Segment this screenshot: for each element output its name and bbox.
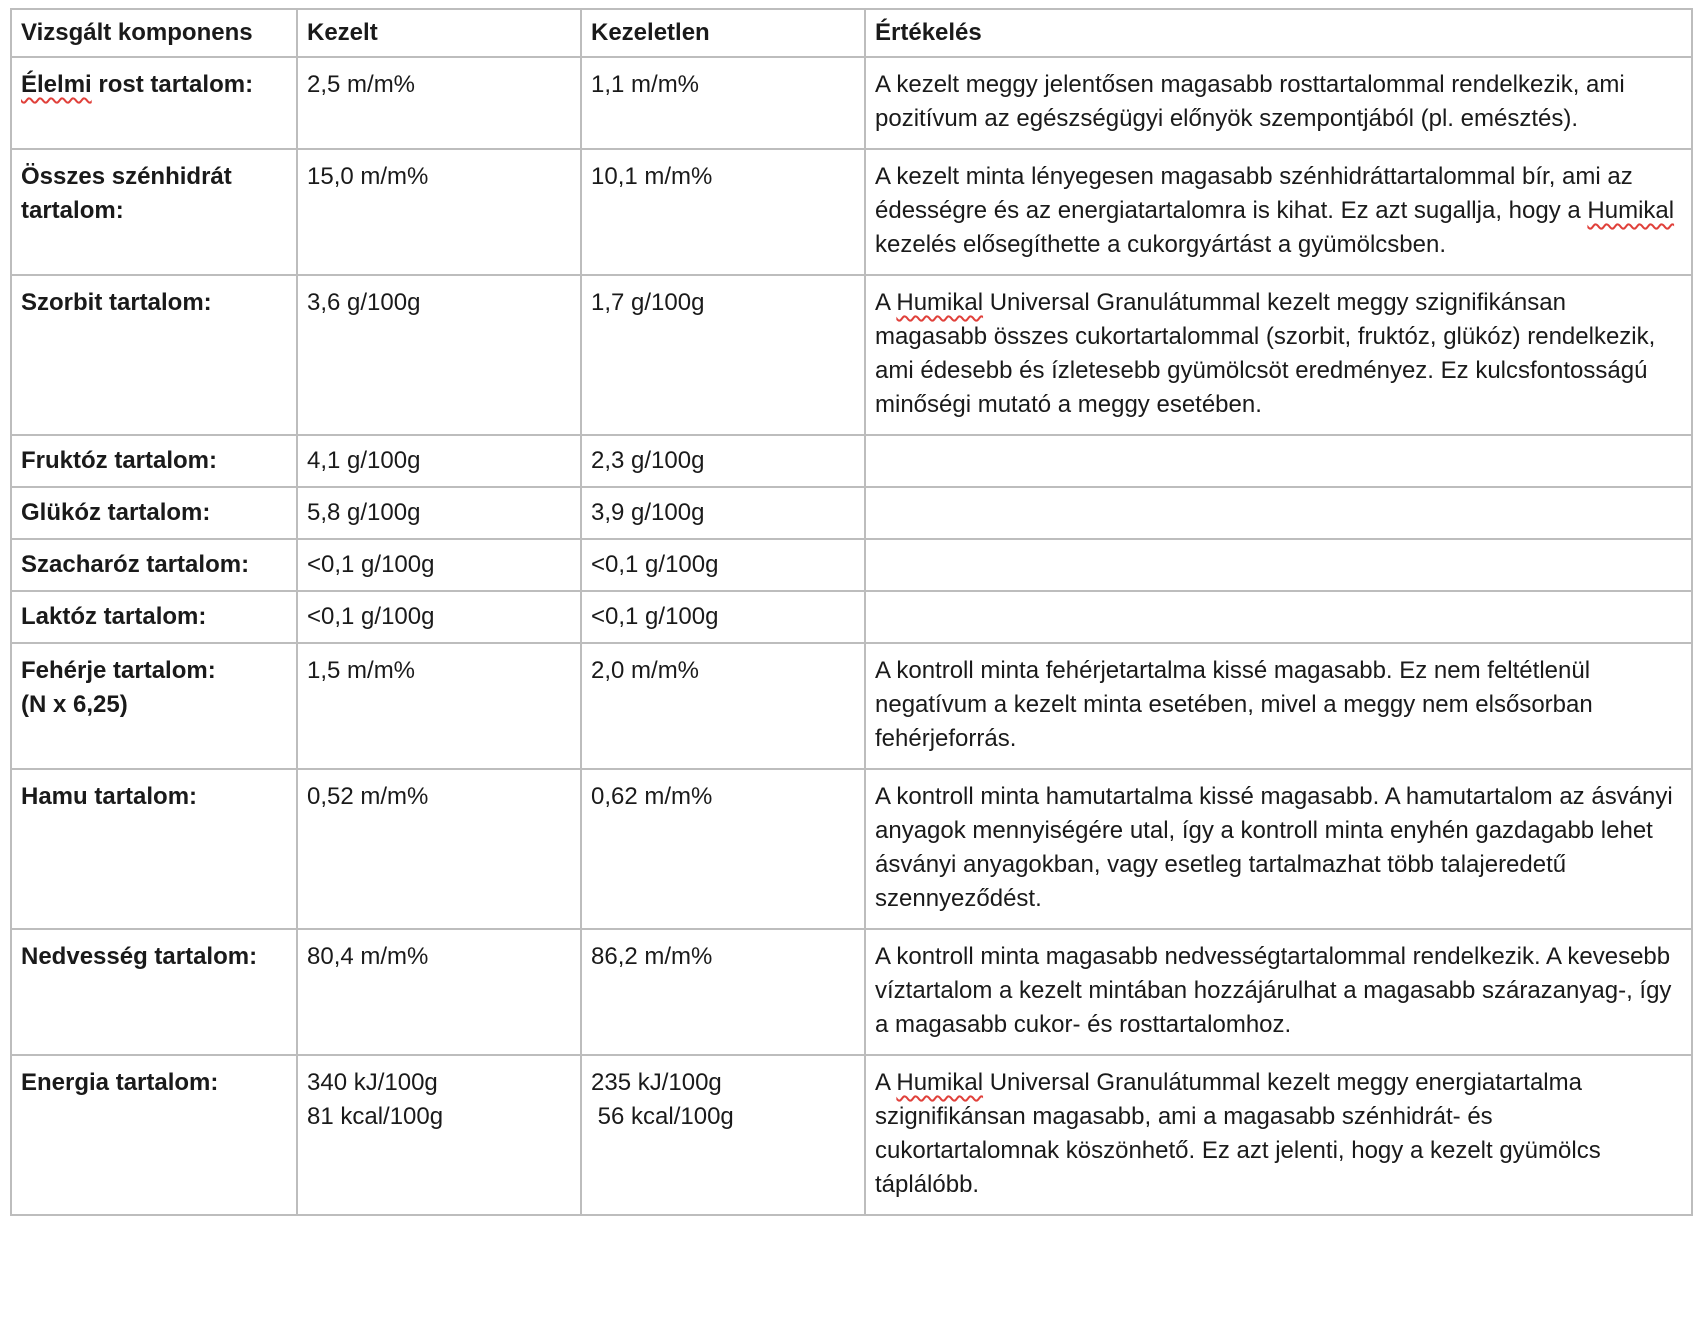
treated-value: 15,0 m/m%: [307, 163, 429, 190]
treated-value: <0,1 g/100g: [307, 603, 435, 630]
evaluation-text: A kontroll minta fehérjetartalma kissé magasabb. Ez nem feltétlenül negatívum a kezelt minta esetében, mivel a meggy nem elsősorban fehérjeforrás.: [875, 657, 1593, 752]
untreated-cell: [581, 539, 865, 591]
treated-cell: [297, 769, 581, 929]
untreated-cell: [581, 435, 865, 487]
component-text: Hamu tartalom:: [21, 783, 198, 810]
evaluation-cell: [865, 1055, 1692, 1215]
untreated-cell: [581, 591, 865, 643]
table-row: [11, 643, 1692, 769]
component-cell: [11, 275, 297, 435]
component-text: rost tartalom:: [91, 71, 254, 98]
header-row: [11, 9, 1692, 57]
evaluation-cell: [865, 275, 1692, 435]
component-text: Energia tartalom:: [21, 1069, 219, 1096]
header-component: Vizsgált komponens: [11, 9, 297, 57]
untreated-value: 1,1 m/m%: [591, 71, 700, 98]
component-text: Glükóz tartalom:: [21, 499, 211, 526]
table-row: [11, 275, 1692, 435]
untreated-value: 56 kcal/100g: [591, 1103, 734, 1130]
table-row: [11, 539, 1692, 591]
untreated-cell: [581, 643, 865, 769]
untreated-cell: [581, 929, 865, 1055]
component-cell: [11, 769, 297, 929]
evaluation-text: A kontroll minta magasabb nedvességtartalommal rendelkezik. A kevesebb víztartalom a kezelt mintában hozzájárulhat a magasabb szárazanyag-, így a magasabb cukor- és rosttartalomhoz.: [875, 943, 1672, 1038]
evaluation-cell: [865, 149, 1692, 275]
header-untreated: Kezeletlen: [581, 9, 865, 57]
untreated-cell: [581, 149, 865, 275]
component-cell: [11, 149, 297, 275]
treated-cell: [297, 643, 581, 769]
component-cell: [11, 643, 297, 769]
evaluation-text: Humikal: [1587, 197, 1675, 224]
untreated-value: 2,3 g/100g: [591, 447, 705, 474]
untreated-value: 235 kJ/100g: [591, 1069, 722, 1096]
component-cell: [11, 487, 297, 539]
evaluation-text: A kontroll minta hamutartalma kissé magasabb. A hamutartalom az ásványi anyagok mennyiségére utal, így a kontroll minta enyhén gazdagabb lehet ásványi anyagokban, vagy esetleg tartalmazhat több talajeredetű szennyeződést.: [875, 783, 1673, 912]
treated-value: 340 kJ/100g: [307, 1069, 438, 1096]
untreated-cell: [581, 769, 865, 929]
evaluation-text: A kezelt minta lényegesen magasabb szénhidráttartalommal bír, ami az édességre és az energiatartalomra is kihat. Ez azt sugallja, hogy a: [875, 163, 1633, 224]
table-row: [11, 929, 1692, 1055]
treated-value: 80,4 m/m%: [307, 943, 429, 970]
table-row: [11, 57, 1692, 149]
component-text: Fehérje tartalom:: [21, 657, 216, 684]
table-row: [11, 487, 1692, 539]
treated-value: 3,6 g/100g: [307, 289, 421, 316]
treated-cell: [297, 591, 581, 643]
untreated-cell: [581, 57, 865, 149]
evaluation-cell: [865, 435, 1692, 487]
treated-cell: [297, 539, 581, 591]
untreated-cell: [581, 1055, 865, 1215]
untreated-value: 3,9 g/100g: [591, 499, 705, 526]
evaluation-text: Universal Granulátummal kezelt meggy szignifikánsan magasabb összes cukortartalommal (szorbit, fruktóz, glükóz) rendelkezik, ami édesebb és ízletesebb gyümölcsöt eredményez. Ez kulcsfontosságú minőségi mutató a meggy esetében.: [875, 289, 1656, 418]
component-cell: [11, 1055, 297, 1215]
table-row: [11, 435, 1692, 487]
component-cell: [11, 539, 297, 591]
evaluation-text: kezelés elősegíthette a cukorgyártást a gyümölcsben.: [875, 231, 1446, 258]
evaluation-text: A: [875, 289, 897, 316]
component-text: Szacharóz tartalom:: [21, 551, 250, 578]
treated-value: <0,1 g/100g: [307, 551, 435, 578]
header-evaluation: Értékelés: [865, 9, 1692, 57]
evaluation-text: A: [875, 1069, 897, 1096]
treated-cell: [297, 57, 581, 149]
component-text: Fruktóz tartalom:: [21, 447, 218, 474]
header-treated: Kezelt: [297, 9, 581, 57]
evaluation-cell: [865, 643, 1692, 769]
evaluation-text: Universal Granulátummal kezelt meggy energiatartalma szignifikánsan magasabb, ami a magasabb szénhidrát- és cukortartalomnak köszönhető. Ez azt jelenti, hogy a kezelt gyümölcs táplálóbb.: [875, 1069, 1601, 1198]
component-text: Élelmi: [21, 71, 92, 98]
component-text: Összes szénhidrát tartalom:: [21, 163, 232, 224]
untreated-value: 1,7 g/100g: [591, 289, 705, 316]
component-cell: [11, 57, 297, 149]
component-cell: [11, 591, 297, 643]
treated-value: 81 kcal/100g: [307, 1103, 444, 1130]
nutrition-comparison-table: [10, 8, 1693, 1216]
evaluation-text: A kezelt meggy jelentősen magasabb rosttartalommal rendelkezik, ami pozitívum az egészségügyi előnyök szempontjából (pl. emésztés).: [875, 71, 1625, 132]
evaluation-cell: [865, 929, 1692, 1055]
component-cell: [11, 435, 297, 487]
treated-cell: [297, 487, 581, 539]
evaluation-cell: [865, 539, 1692, 591]
component-cell: [11, 929, 297, 1055]
evaluation-cell: [865, 57, 1692, 149]
table-row: [11, 591, 1692, 643]
component-text: Nedvesség tartalom:: [21, 943, 258, 970]
evaluation-cell: [865, 487, 1692, 539]
table-row: [11, 149, 1692, 275]
treated-value: 2,5 m/m%: [307, 71, 416, 98]
evaluation-text: Humikal: [896, 289, 984, 316]
evaluation-cell: [865, 769, 1692, 929]
untreated-cell: [581, 275, 865, 435]
untreated-value: 86,2 m/m%: [591, 943, 713, 970]
treated-cell: [297, 275, 581, 435]
table-row: [11, 769, 1692, 929]
evaluation-cell: [865, 591, 1692, 643]
component-subtext: (N x 6,25): [21, 691, 128, 718]
treated-value: 5,8 g/100g: [307, 499, 421, 526]
treated-cell: [297, 435, 581, 487]
treated-cell: [297, 149, 581, 275]
treated-value: 1,5 m/m%: [307, 657, 416, 684]
untreated-value: 0,62 m/m%: [591, 783, 713, 810]
untreated-value: <0,1 g/100g: [591, 603, 719, 630]
untreated-cell: [581, 487, 865, 539]
evaluation-text: Humikal: [896, 1069, 984, 1096]
treated-value: 0,52 m/m%: [307, 783, 429, 810]
untreated-value: <0,1 g/100g: [591, 551, 719, 578]
treated-value: 4,1 g/100g: [307, 447, 421, 474]
untreated-value: 10,1 m/m%: [591, 163, 713, 190]
treated-cell: [297, 929, 581, 1055]
component-text: Szorbit tartalom:: [21, 289, 212, 316]
treated-cell: [297, 1055, 581, 1215]
component-text: Laktóz tartalom:: [21, 603, 207, 630]
untreated-value: 2,0 m/m%: [591, 657, 700, 684]
table-row: [11, 1055, 1692, 1215]
